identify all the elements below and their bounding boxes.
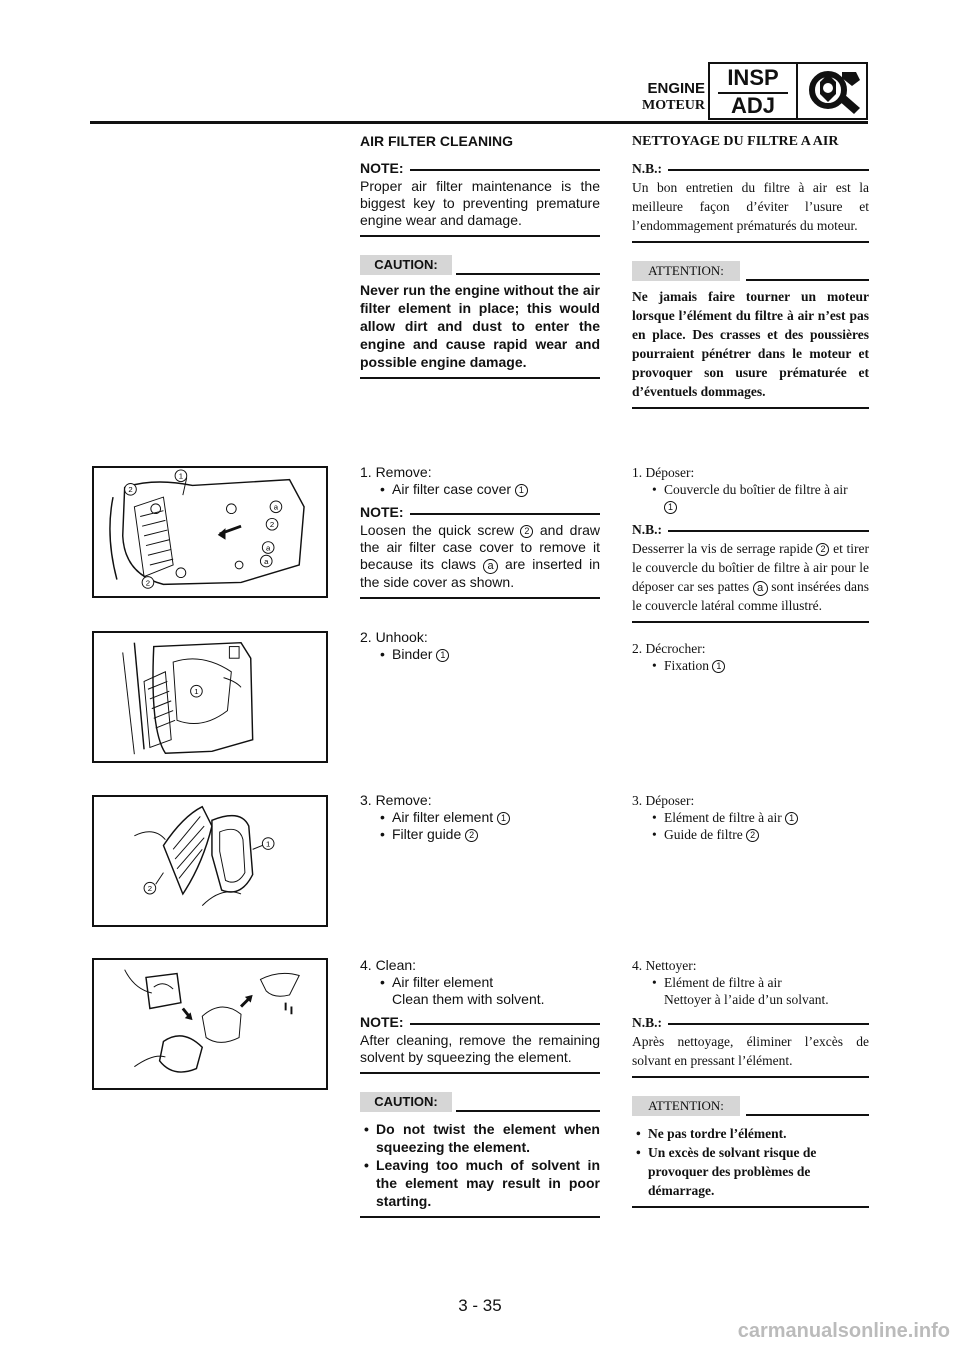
fr-step4-item: • Elément de filtre à air bbox=[648, 974, 869, 991]
fr-step2-title: 2. Décrocher: bbox=[632, 641, 706, 656]
figure-filter-element bbox=[92, 795, 328, 927]
fr-step1: 1. Déposer: • Couvercle du boîtier de filtre à air 1 N.B.: Desserrer la vis de serrage rapide 2 et tirer le couvercle du boîtier de filtre à air pour le déposer car ses pattes a sont insérées dans le couvercle latéral comme illustré. bbox=[632, 464, 869, 623]
page-number: 3 - 35 bbox=[458, 1296, 502, 1315]
fr-step4-sub: Nettoyer à l’aide d’un solvant. bbox=[664, 992, 829, 1007]
callout-1: 1 bbox=[515, 484, 528, 497]
svg-text:1: 1 bbox=[194, 687, 199, 697]
en-note2-header: NOTE: bbox=[360, 504, 600, 522]
section-title-fr: MOTEUR bbox=[642, 98, 705, 113]
fr-step3: 3. Déposer: • Elément de filtre à air 1 • Guide de filtre 2 bbox=[632, 792, 869, 843]
fr-note3: Après nettoyage, éliminer l’excès de solvant en pressant l’élément. bbox=[632, 1034, 869, 1068]
en-step3-title: 3. Remove: bbox=[360, 792, 432, 808]
fr-step3-item2: Guide de filtre bbox=[664, 827, 743, 842]
fr-note3-header: N.B.: bbox=[632, 1014, 869, 1032]
en-step3-item1: Air filter element bbox=[392, 809, 494, 825]
fr-step4-title: 4. Nettoyer: bbox=[632, 958, 697, 973]
figure-air-filter-cover bbox=[92, 466, 328, 598]
en-title: AIR FILTER CLEANING bbox=[360, 133, 513, 149]
en-step4-title: 4. Clean: bbox=[360, 957, 417, 973]
badge-top-text: INSP bbox=[727, 65, 779, 90]
fr-intro bbox=[632, 133, 869, 409]
fr-caution2-header: ATTENTION: bbox=[632, 1096, 869, 1118]
en-intro bbox=[360, 133, 600, 379]
fr-step2-item: Fixation bbox=[664, 658, 710, 673]
en-step1-item: Air filter case cover bbox=[392, 481, 512, 497]
fr-step1-title: 1. Déposer: bbox=[632, 465, 695, 480]
en-note2: Loosen the quick screw 2 and draw the air filter case cover to remove it because its claws a are inserted in the side cover as shown. bbox=[360, 522, 601, 590]
en-note3-header: NOTE: bbox=[360, 1014, 600, 1032]
en-note1: Proper air filter maintenance is the biggest key to preventing premature engine wear and damage. bbox=[360, 178, 600, 228]
fr-title: NETTOYAGE DU FILTRE A AIR bbox=[632, 134, 839, 149]
svg-text:a: a bbox=[273, 502, 279, 512]
header-rule bbox=[90, 121, 868, 124]
svg-text:a: a bbox=[266, 543, 271, 553]
svg-text:2: 2 bbox=[128, 485, 133, 495]
fr-caution1: Ne jamais faire tourner un moteur lorsque l’élément du filtre à air n’est pas en place. Des crasses et des poussières pourraient pénétrer dans le moteur et provoquer son usure prématurée et d’éventuels dommages. bbox=[632, 289, 869, 399]
en-step4-sub: Clean them with solvent. bbox=[392, 991, 545, 1007]
en-step2: 2. Unhook: • Binder 1 bbox=[360, 629, 600, 663]
fr-note-header: N.B.: bbox=[632, 160, 869, 178]
en-caution1: Never run the engine without the air filter element in place; this would allow dirt and dust to enter the engine and cause rapid wear and possible engine damage. bbox=[360, 282, 600, 370]
svg-text:2: 2 bbox=[147, 884, 153, 894]
fr-note2-header: N.B.: bbox=[632, 521, 869, 539]
en-step4-item: • Air filter element bbox=[376, 974, 600, 991]
svg-text:1: 1 bbox=[178, 471, 184, 481]
insp-adj-badge bbox=[708, 62, 868, 120]
svg-text:2: 2 bbox=[145, 578, 151, 588]
en-note3: After cleaning, remove the remaining solvent by squeezing the element. bbox=[360, 1032, 600, 1065]
en-step2-item: Binder bbox=[392, 646, 433, 662]
fr-caution2: • Ne pas tordre l’élément. • Un excès de solvant risque de provoquer des problèmes de démarrage. bbox=[632, 1124, 869, 1200]
svg-text:1: 1 bbox=[266, 839, 271, 849]
fr-note2: Desserrer la vis de serrage rapide 2 et tirer le couvercle du boîtier de filtre à air pour le déposer car ses pattes a sont insérées dans le couvercle latéral comme illustré. bbox=[632, 541, 870, 613]
en-step4 bbox=[360, 957, 600, 1218]
en-step3: 3. Remove: • Air filter element 1 • Filter guide 2 bbox=[360, 792, 600, 843]
figure-binder bbox=[92, 631, 328, 763]
fr-step3-item1: Elément de filtre à air bbox=[664, 810, 782, 825]
fr-caution-header: ATTENTION: bbox=[632, 261, 869, 283]
fr-note1: Un bon entretien du filtre à air est la meilleure façon d’éviter l’usure et l’endommagement prématurés du moteur. bbox=[632, 180, 869, 233]
figure-cleaning bbox=[92, 958, 328, 1090]
en-caution-header: CAUTION: bbox=[360, 255, 600, 277]
footer-watermark: carmanualsonline.info bbox=[737, 1320, 950, 1342]
en-step2-title: 2. Unhook: bbox=[360, 629, 428, 645]
en-step3-item2: Filter guide bbox=[392, 826, 462, 842]
svg-text:2: 2 bbox=[269, 520, 275, 530]
en-caution2: • Do not twist the element when squeezing the element. • Leaving too much of solvent in the element may result in poor starting. bbox=[360, 1120, 600, 1210]
fr-step1-item: Couvercle du boîtier de filtre à air bbox=[664, 482, 848, 497]
section-title-en: ENGINE bbox=[647, 80, 705, 97]
fr-step2: 2. Décrocher: • Fixation 1 bbox=[632, 640, 869, 674]
badge-bottom-text: ADJ bbox=[730, 93, 775, 118]
fr-step3-title: 3. Déposer: bbox=[632, 793, 695, 808]
wrench-magnifier-icon bbox=[798, 64, 866, 118]
en-caution2-header: CAUTION: bbox=[360, 1092, 600, 1114]
fr-step4 bbox=[632, 957, 869, 1208]
svg-text:a: a bbox=[264, 557, 269, 566]
en-step1 bbox=[360, 464, 600, 599]
en-note-header: NOTE: bbox=[360, 160, 600, 178]
en-step1-title: 1. Remove: bbox=[360, 464, 432, 480]
